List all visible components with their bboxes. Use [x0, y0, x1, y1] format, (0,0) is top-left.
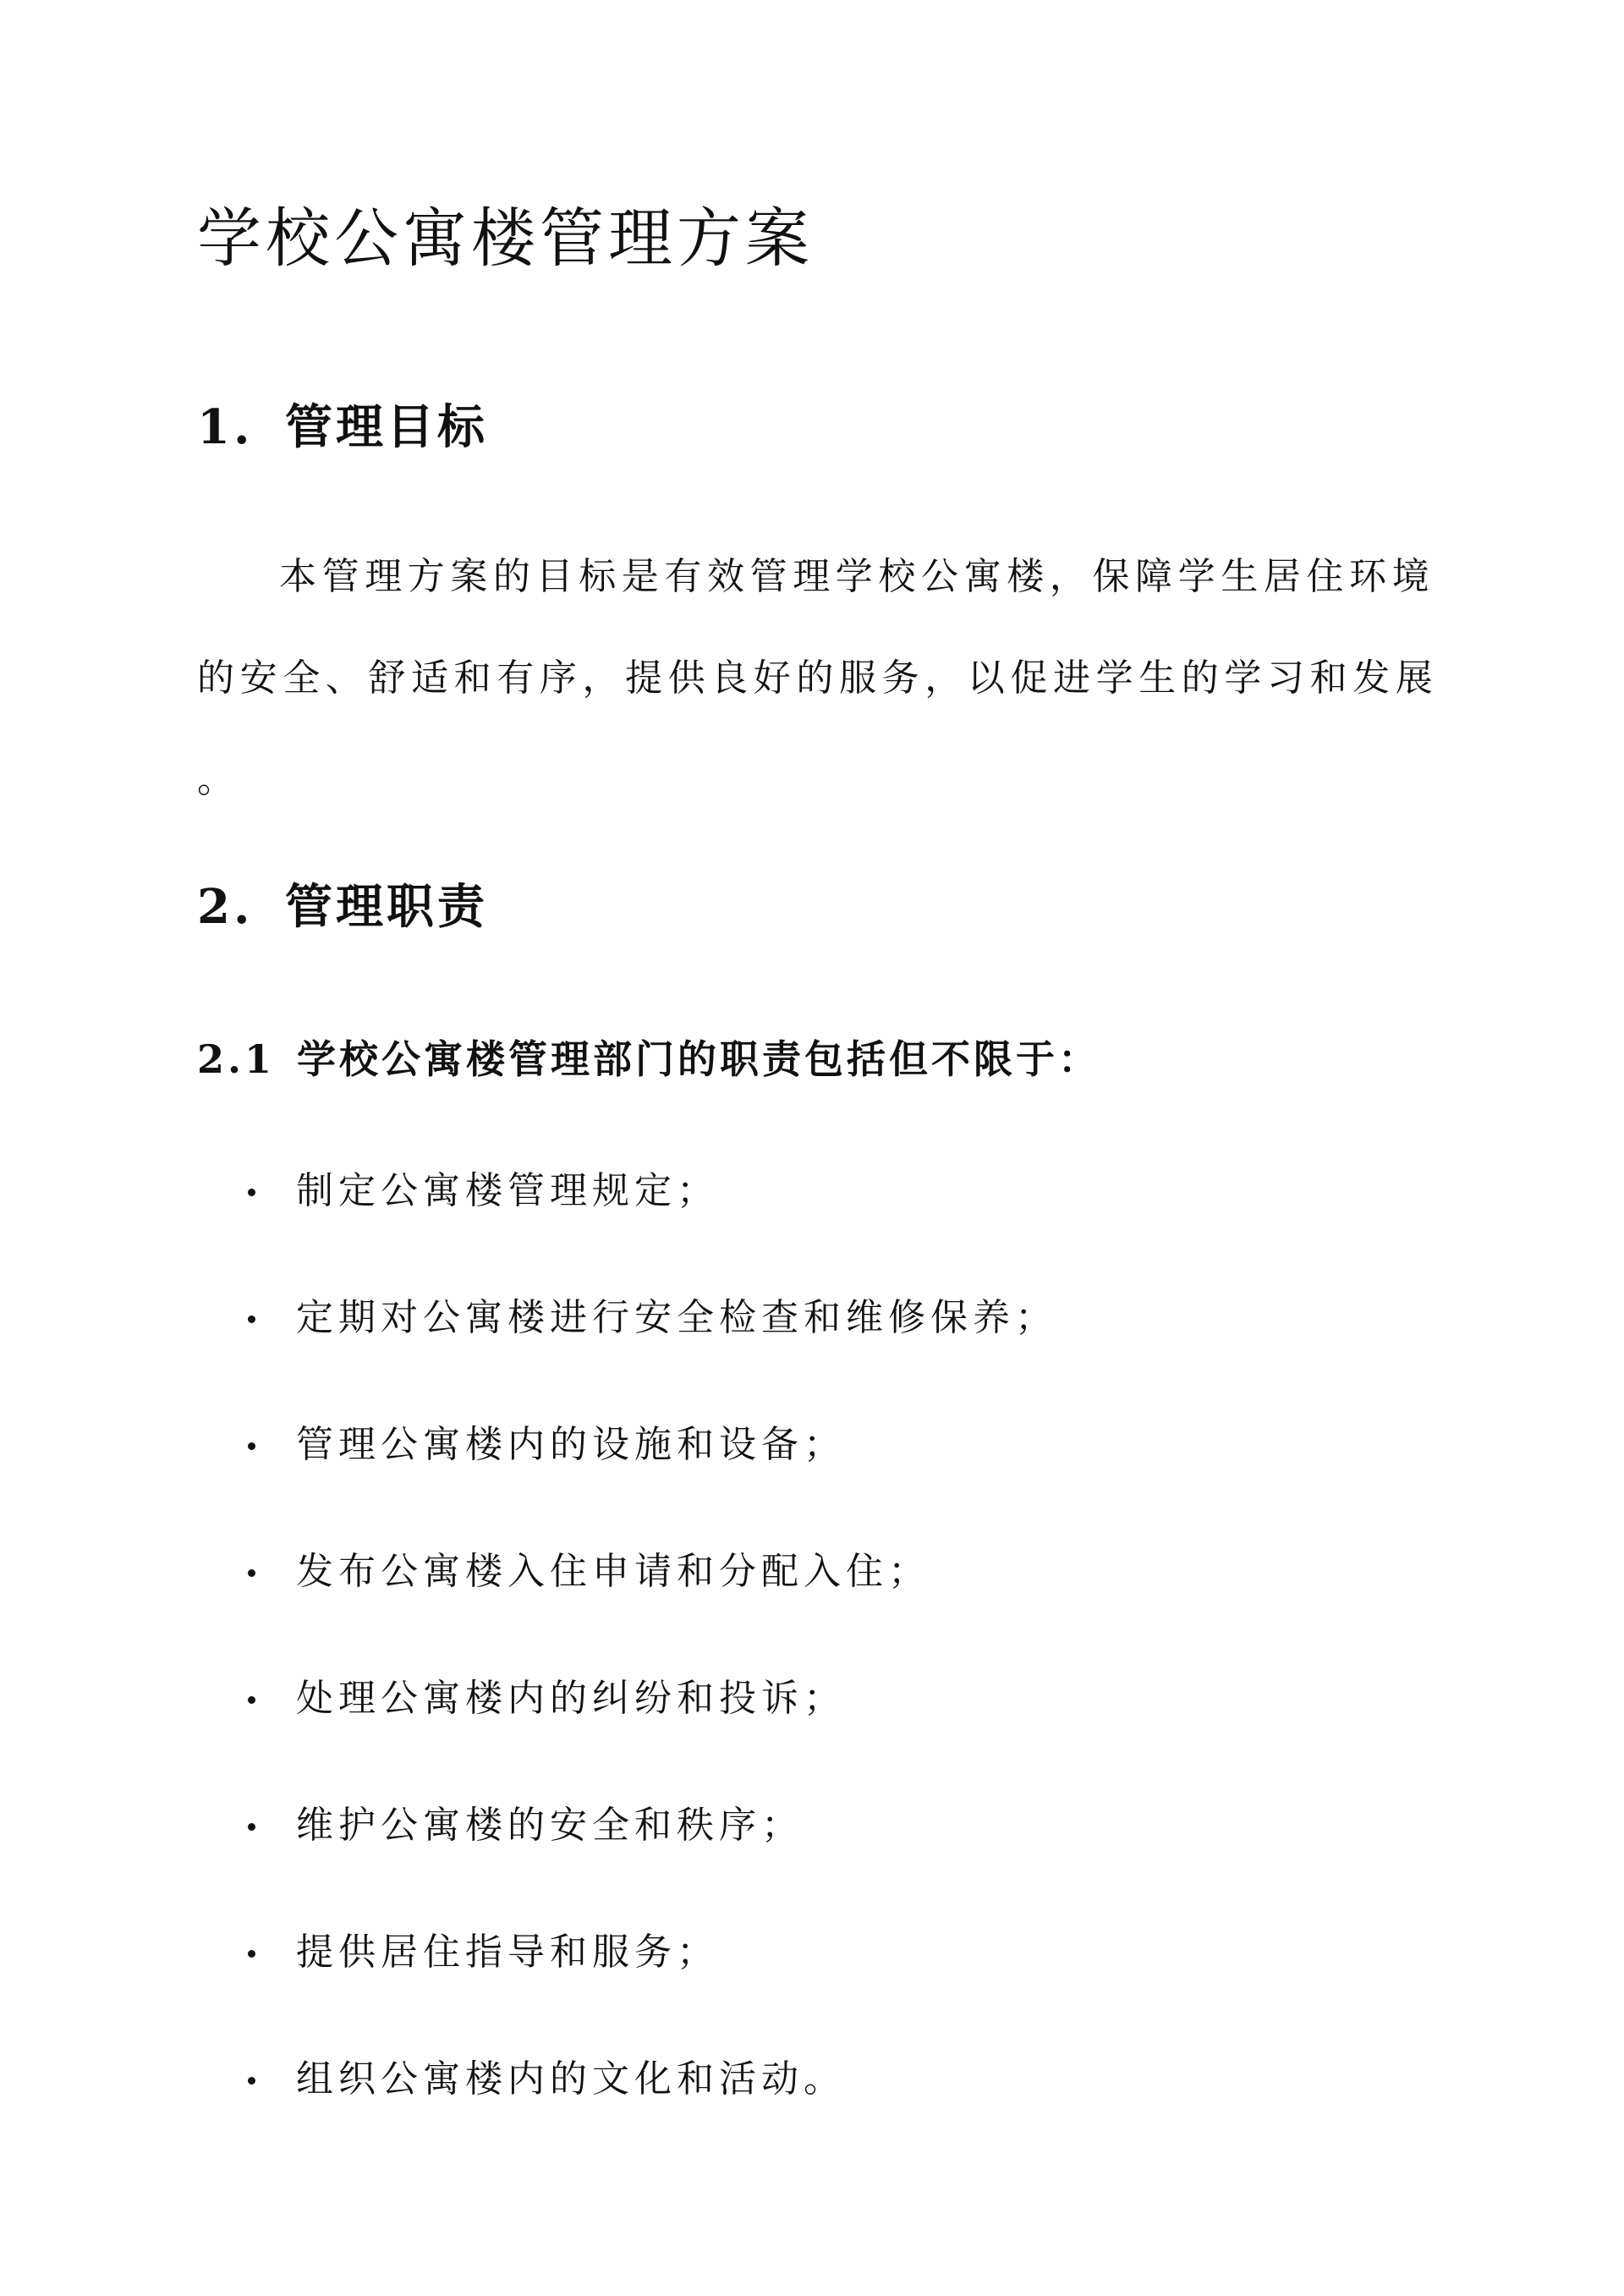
bullet-icon [248, 1823, 255, 1831]
subsection-title: 学校公寓楼管理部门的职责包括但不限于： [297, 1036, 1100, 1082]
list-item-text: 提供居住指导和服务； [296, 1931, 719, 1974]
section-heading-2 [197, 877, 488, 937]
section-number: 2. [197, 879, 254, 935]
bullet-icon [248, 1442, 255, 1450]
list-item-text: 处理公寓楼内的纠纷和投诉； [296, 1677, 846, 1720]
list-item-text: 发布公寓楼入住申请和分配入住； [296, 1550, 930, 1593]
paragraph-line: 本管理方案的目标是有效管理学校公寓楼，保障学生居住环境 [279, 555, 1435, 598]
subsection-heading-2-1 [197, 1034, 1100, 1085]
paragraph-line: 。 [197, 758, 240, 801]
list-item-text: 管理公寓楼内的设施和设备； [296, 1423, 846, 1466]
bullet-icon [248, 1696, 255, 1704]
list-item-text: 定期对公寓楼进行安全检查和维修保养； [296, 1296, 1057, 1339]
bullet-icon [248, 1950, 255, 1958]
section-heading-1 [197, 398, 488, 457]
bullet-icon [248, 1569, 255, 1577]
document-title: 学校公寓楼管理方案 [197, 200, 814, 276]
section-title: 管理职责 [285, 879, 488, 935]
list-item-text: 制定公寓楼管理规定； [296, 1169, 719, 1212]
list-item-text: 维护公寓楼的安全和秩序； [296, 1804, 804, 1847]
bullet-icon [248, 1316, 255, 1323]
list-item-text: 组织公寓楼内的文化和活动。 [296, 2057, 846, 2101]
section-title: 管理目标 [285, 399, 488, 455]
paragraph-line: 的安全、舒适和有序，提供良好的服务，以促进学生的学习和发展 [197, 656, 1439, 700]
bullet-icon [248, 1189, 255, 1196]
section-number: 1. [197, 399, 254, 455]
subsection-number: 2.1 [197, 1036, 276, 1082]
bullet-icon [248, 2077, 255, 2085]
